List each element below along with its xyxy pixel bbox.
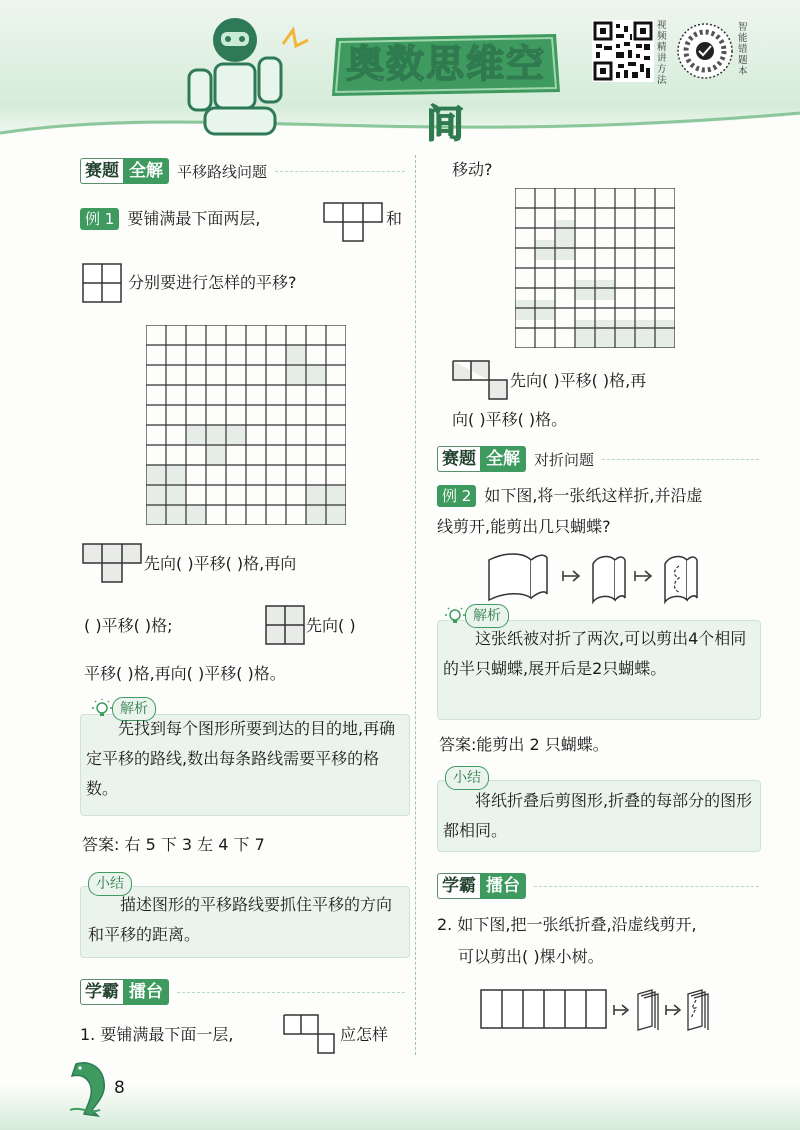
section-header-challenge: 学霸 擂台 xyxy=(437,872,759,900)
qr-code-icon[interactable] xyxy=(592,20,654,82)
question1-continued: 移动? xyxy=(452,160,493,179)
section-tag-a: 赛题 xyxy=(80,158,123,184)
answer-left: 答案: 右 5 下 3 左 4 下 7 xyxy=(82,835,265,854)
robot-illustration xyxy=(175,8,325,148)
analysis-tag: 解析 xyxy=(112,697,156,721)
section-header-challenge: 学霸 擂台 xyxy=(80,978,405,1006)
example-badge: 例 2 xyxy=(437,485,476,507)
qr-caption: 视频精讲方法 xyxy=(657,20,667,86)
fill-blank-right-row1: 先向( )平移( )格,再 xyxy=(510,371,647,390)
example2-line2: 线剪开,能剪出几只蝴蝶? xyxy=(437,517,611,536)
summary-tag: 小结 xyxy=(88,872,132,896)
grid-8x8-right xyxy=(515,188,675,348)
question1: 1. 要铺满最下面一层, xyxy=(80,1025,234,1044)
header-wave-decoration xyxy=(0,95,800,155)
example1-line1: 例 1 要铺满最下面两层, xyxy=(80,204,260,234)
analysis-tag: 解析 xyxy=(465,604,509,628)
section-tag-b: 全解 xyxy=(123,158,169,184)
l-shape-tile-icon xyxy=(452,360,508,400)
paper-folding-diagram xyxy=(485,548,715,608)
square-tile-icon xyxy=(265,605,305,645)
t-shape-tile-icon xyxy=(82,543,142,583)
page-title: 奥数思维空间 xyxy=(345,42,546,146)
fill-blank-row1: 先向( )平移( )格,再向 xyxy=(144,554,297,573)
column-divider xyxy=(415,155,416,1055)
square-tile-icon xyxy=(82,263,122,303)
question2-line1: 2. 如下图,把一张纸折叠,沿虚线剪开, xyxy=(437,915,697,934)
question1-tail: 应怎样 xyxy=(340,1025,389,1044)
example1-line2: 分别要进行怎样的平移? xyxy=(128,273,297,292)
smart-error-book-icon[interactable] xyxy=(676,22,734,80)
section-header-translation xyxy=(80,157,405,185)
example1-and: 和 xyxy=(386,209,403,228)
l-shape-tile-icon xyxy=(283,1014,335,1054)
section-header-folding: 赛题 全解 对折问题 xyxy=(437,445,759,473)
question2-line2: 可以剪出( )棵小树。 xyxy=(458,947,604,966)
strip-folding-diagram xyxy=(480,986,715,1034)
fill-blank-row3: 平移( )格,再向( )平移( )格。 xyxy=(84,664,286,683)
grid-10x10-left xyxy=(146,325,346,525)
t-shape-tile-icon xyxy=(323,202,383,242)
fill-blank-row2b: 先向( ) xyxy=(306,616,356,635)
section-title: 平移路线问题 xyxy=(177,162,268,181)
analysis-text: 这张纸被对折了两次,可以剪出4个相同的半只蝴蝶,展开后是2只蝴蝶。 xyxy=(443,629,747,678)
page-number: 8 xyxy=(114,1078,125,1098)
disc-caption: 智能错题本 xyxy=(738,22,748,77)
answer-right: 答案:能剪出 2 只蝴蝶。 xyxy=(439,735,609,754)
fill-blank-row2a: ( )平移( )格; xyxy=(84,616,173,635)
fill-blank-right-row2: 向( )平移( )格。 xyxy=(452,410,568,429)
summary-text: 将纸折叠后剪图形,折叠的每部分的图形都相同。 xyxy=(443,791,753,840)
summary-tag: 小结 xyxy=(445,766,489,790)
analysis-text: 先找到每个图形所要到达的目的地,再确定平移的路线,数出每条路线需要平移的格数。 xyxy=(86,719,396,798)
example-badge: 例 1 xyxy=(80,208,119,230)
dolphin-icon xyxy=(68,1058,114,1118)
example2-line1: 例 2 如下图,将一张纸这样折,并沿虚 xyxy=(437,481,703,511)
summary-text: 描述图形的平移路线要抓住平移的方向和平移的距离。 xyxy=(88,895,393,944)
lightbulb-icon xyxy=(445,606,465,626)
